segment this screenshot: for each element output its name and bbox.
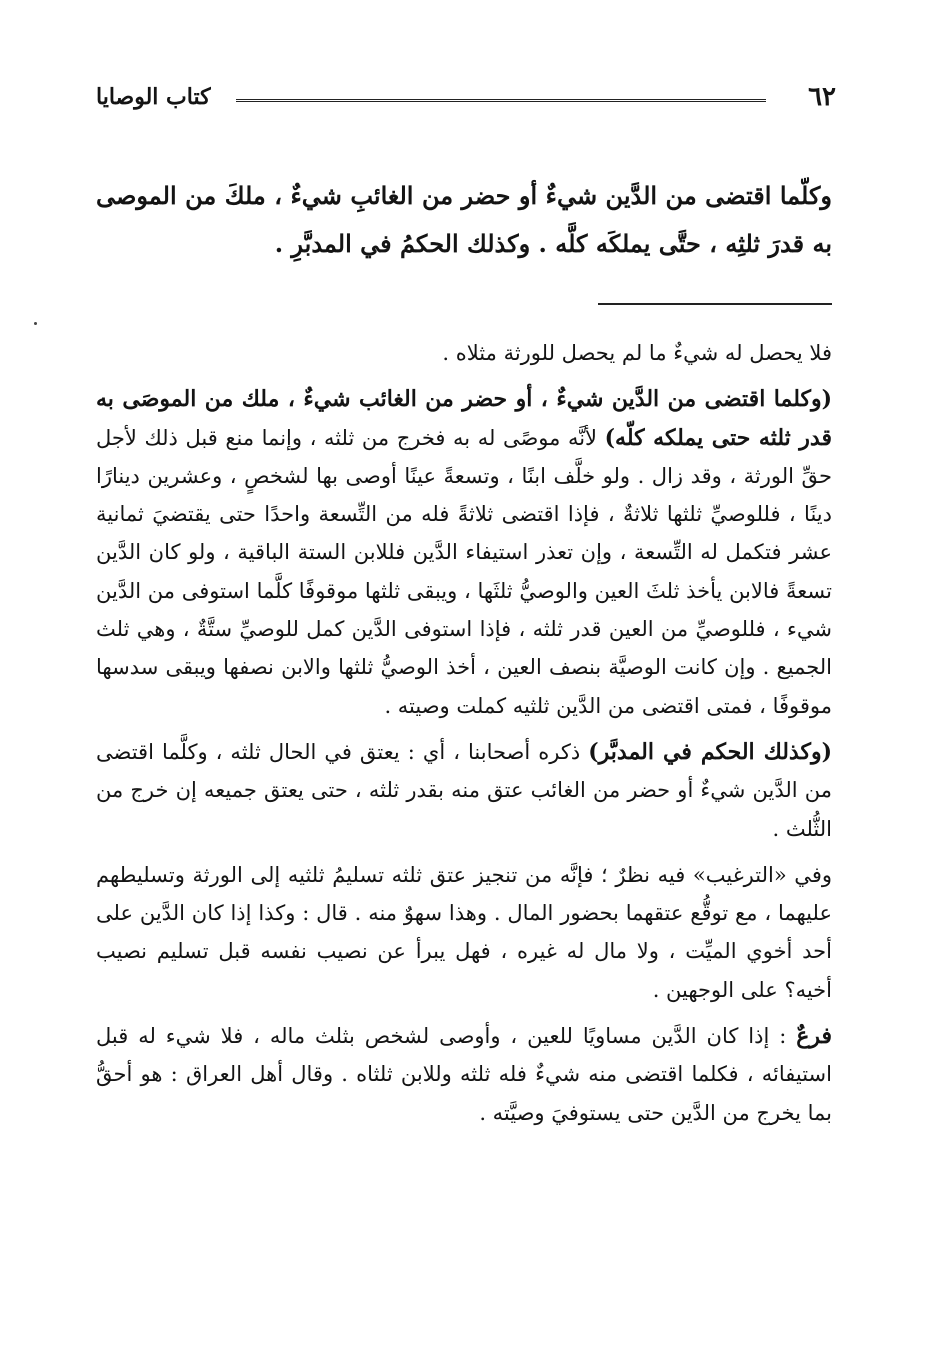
commentary-carryover: فلا يحصل له شيءٌ ما لم يحصل للورثة مثلاه . <box>442 341 832 365</box>
stray-mark <box>34 322 37 325</box>
commentary-paragraph-2 <box>96 733 832 848</box>
subsection-label: فرعٌ <box>796 1023 832 1050</box>
commentary-paragraph-1 <box>96 380 832 725</box>
commentary <box>96 334 832 1132</box>
main-text: وكلّما اقتضى من الدَّين شيءٌ أو حضر من الغائبِ شيءٌ ، ملكَ من الموصى به قدرَ ثلثِه ، حتَّى يملكَه كلَّه . وكذلك الحكمُ في المدبَّرِ . <box>96 181 832 258</box>
running-header <box>96 78 836 118</box>
commentary-text-2: ذكره أصحابنا ، أي : يعتق في الحال ثلثه ، وكلَّما اقتضى من الدَّين شيءٌ أو حضر من الغائب عتق منه بقدر ثلثه ، حتى يعتق جميعه إن خرج من الثُّلث . <box>96 739 832 841</box>
lemma-1: (وكلما اقتضى من الدَّين شيءٌ ، أو حضر من الغائب شيءٌ ، ملك من الموصَى به قدر ثلثه حتى يملكه كلّه) <box>96 386 832 451</box>
header-rule <box>236 99 766 102</box>
commentary-text-4: : إذا كان الدَّين مساويًا للعين ، وأوصى لشخص بثلث ماله ، فلا شيء له قبل استيفائه ، فكلما اقتضى منه شيءٌ فله ثلثه وللابن ثلثاه . وقال أهل العراق : هو أحقُّ بما يخرج من الدَّين حتى يستوفيَ وصيَّته . <box>96 1024 832 1125</box>
commentary-paragraph-4 <box>96 1017 832 1132</box>
footnote-rule <box>598 303 832 305</box>
commentary-text-1: لأنَّه موصًى له به فخرج من ثلثه ، وإنما منع قبل ذلك لأجل حقِّ الورثة ، وقد زال . ولو خلَّف ابنًا ، وتسعةً عينًا أوصى بها لشخصٍ ، وعشرين دينارًا دينًا ، فللوصيِّ ثلثها ثلاثةٌ ، فإذا اقتضى ثلاثةً فله من التِّسعة واحدًا حتى يقتضيَ ثمانية عشر فتكمل له التِّسعة ، وإن تعذر استيفاء الدَّين فللابن الستة الباقية ، ولو كان الدَّين تسعةً فالابن يأخذ ثلثَ العين والوصيُّ ثلثَها ، ويبقى ثلثها موقوفًا كلَّما استوفى من الدَّين شيء ، فللوصيِّ من العين قدر ثلثه ، فإذا استوفى الدَّين كمل للوصيِّ ستَّةٌ ، وهي ثلث الجميع . وإن كانت الوصيَّة بنصف العين ، أخذ الوصيُّ ثلثها والابن نصفها ويبقى سدسها موقوفًا ، فمتى اقتضى من الدَّين ثلثيه كملت وصيته . <box>96 425 832 718</box>
commentary-paragraph-3: وفي «الترغيب» فيه نظرٌ ؛ فإنَّه من تنجيز عتق ثلثه تسليمُ ثلثيه إلى الورثة وتسليطهم عليهما ، مع توقُّع عتقهما بحضور المال . وهذا سهوٌ منه . قال : وكذا إذا كان الدَّين على أحد أخوي الميِّت ، ولا مال له غيره ، فهل يبرأ عن نصيب نفسه قبل تسليم نصيب أخيه؟ على الوجهين . <box>96 862 832 1002</box>
running-title: كتاب الوصايا <box>96 84 211 110</box>
page-number: ٦٢ <box>808 82 836 112</box>
lemma-2: (وكذلك الحكم في المدبَّر) <box>588 738 832 765</box>
